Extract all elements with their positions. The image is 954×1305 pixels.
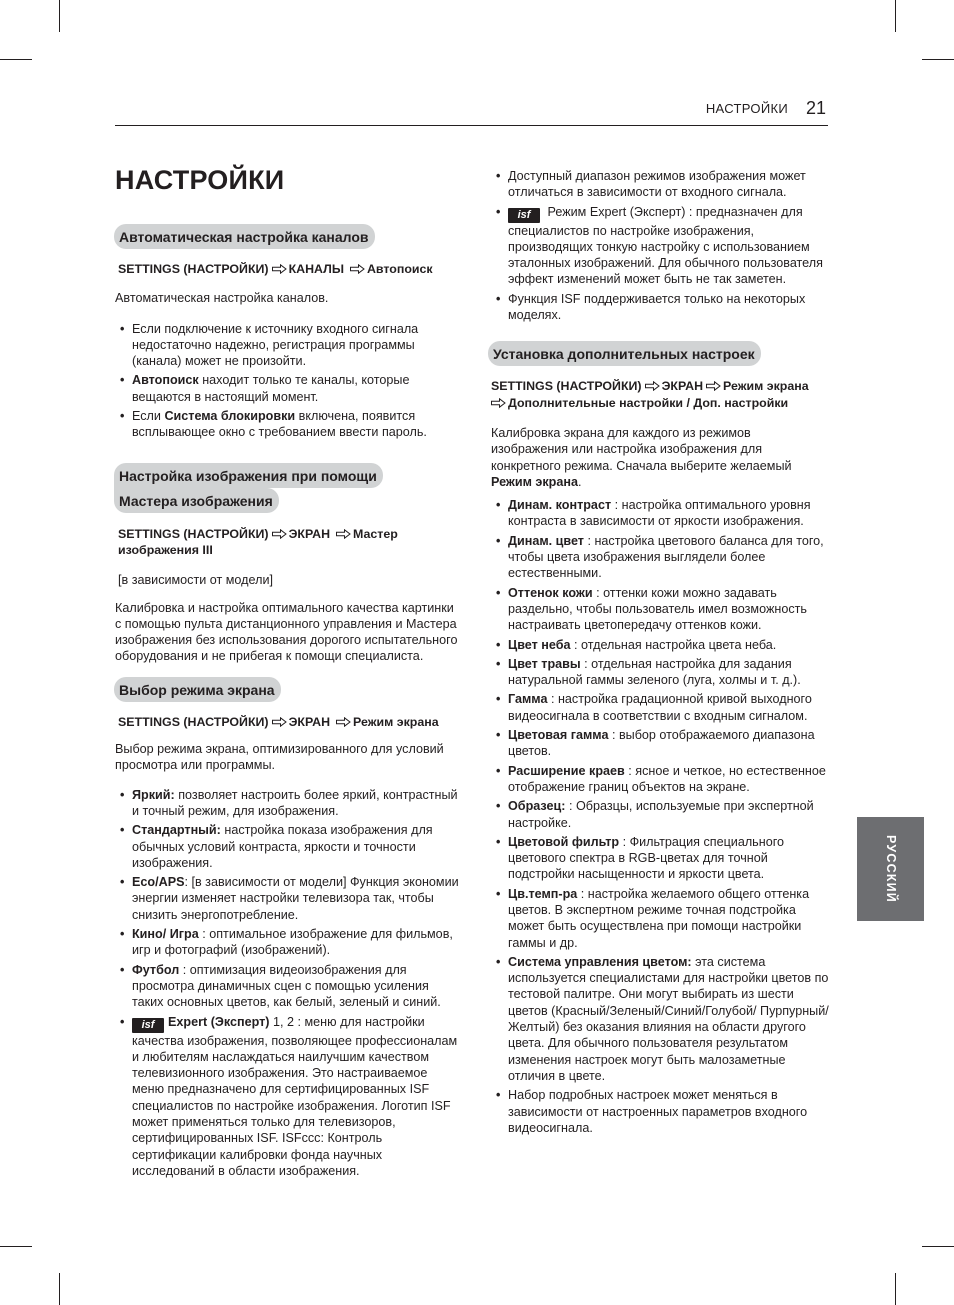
- arrow-icon: [645, 381, 660, 391]
- item-term: Кино/ Игра: [132, 927, 199, 942]
- crop-mark: [895, 1273, 896, 1305]
- item-text: : Образцы, используемые при экспертной настройке.: [508, 799, 814, 830]
- item-term: Автопоиск: [132, 373, 199, 388]
- item-text: Режим Expert (Эксперт) : предназначен для специалистов по настройке изображения, производящих тонкую настройку с использованием эталонных изображений. Для обычного пользователя эффект изменений может быть не так заметен.: [508, 204, 823, 287]
- item-text: : настройка желаемого общего оттенка цветов. В экспертном режиме точная подстройка может быть осуществлена при помощи настройки гаммы и др.: [508, 886, 810, 950]
- item-text: : настройка цветового баланса для того, чтобы цвета изображения выглядели более естественными.: [508, 533, 824, 581]
- isf-logo-icon: isf: [132, 1018, 164, 1033]
- arrow-icon: [350, 264, 365, 274]
- item-text: : [в зависимости от модели] Функция экономии энергии изменяет настройки телевизора так, чтобы снизить энергопотребление.: [132, 875, 459, 922]
- path-step: SETTINGS (НАСТРОЙКИ): [118, 714, 269, 729]
- item-term: Цвет неба: [508, 637, 571, 652]
- menu-path: [115, 261, 460, 277]
- item-term: Яркий:: [132, 787, 175, 802]
- section-picture-mode: [115, 677, 460, 1179]
- section-intro: Выбор режима экрана, оптимизированного для условий просмотра или программы.: [115, 742, 444, 773]
- intro-text: .: [577, 474, 582, 489]
- item-text: позволяет настроить более яркий, контрастный и точный режим, для изображения.: [132, 787, 458, 818]
- item-text: : отдельная настройка для задания натуральной гаммы зеленого (луга, холмы и т. д.).: [508, 656, 801, 688]
- list-item: [491, 497, 831, 530]
- path-step: Мастер изображения III: [118, 526, 398, 557]
- item-text: Если: [132, 409, 165, 424]
- item-text: : отдельная настройка цвета неба.: [570, 637, 777, 652]
- item-text: : настройка градационной кривой выходного видеосигнала в соответствии с входным сигналом.: [508, 692, 812, 723]
- menu-path: [491, 378, 831, 411]
- item-term: Цв.темп-ра: [508, 886, 578, 901]
- list-item: [491, 1087, 831, 1136]
- list-item: [491, 291, 831, 324]
- path-step: Автопоиск: [366, 262, 433, 276]
- item-text: Если подключение к источнику входного сигнала недостаточно надежно, регистрация программы (канала) может не произойти.: [132, 321, 419, 369]
- item-term: Гамма: [508, 692, 548, 707]
- item-text: : настройка оптимального уровня контраста в зависимости от яркости изображения.: [508, 498, 811, 529]
- path-step: ЭКРАН: [288, 526, 331, 541]
- item-term: Стандартный:: [132, 823, 221, 838]
- path-step: КАНАЛЫ: [288, 262, 344, 276]
- item-text: находит только те каналы, которые вещаются в настоящий момент.: [132, 373, 410, 404]
- running-header: НАСТРОЙКИ: [705, 101, 788, 116]
- isf-logo-icon: isf: [508, 208, 540, 223]
- page-number: 21: [806, 98, 827, 118]
- arrow-icon: [272, 264, 287, 274]
- left-column: [115, 224, 460, 1182]
- item-text: : выбор отображаемого диапазона цветов.: [508, 728, 815, 759]
- list-item: [115, 962, 460, 1011]
- item-text: настройка показа изображения для обычных условий контраста, яркости и точности изображения.: [132, 823, 433, 870]
- item-text: Доступный диапазон режимов изображения может отличаться в зависимости от входного сигнала.: [508, 169, 806, 200]
- crop-mark: [895, 0, 896, 32]
- list-item: [115, 408, 460, 441]
- list-item: [491, 168, 831, 201]
- path-step: Режим экрана: [353, 714, 439, 729]
- item-text: : ясное и четкое, но естественное отображение границ объектов на экране.: [508, 763, 826, 794]
- arrow-icon: [336, 529, 351, 539]
- item-term: Цветовая гамма: [508, 728, 609, 743]
- path-step: SETTINGS (НАСТРОЙКИ): [118, 262, 269, 276]
- list-item: [491, 691, 831, 724]
- bullet-list: [115, 321, 460, 441]
- bullet-list: [115, 787, 460, 1180]
- item-term: Динам. цвет: [508, 533, 584, 548]
- section-heading: Автоматическая настройка каналов: [114, 224, 375, 249]
- list-item: [491, 727, 831, 760]
- path-step: SETTINGS (НАСТРОЙКИ): [491, 379, 642, 394]
- arrow-icon: [272, 717, 287, 727]
- item-term: Цветовой фильтр: [508, 834, 620, 849]
- item-term: Eco/APS: [132, 875, 185, 890]
- item-term: Динам. контраст: [508, 498, 612, 513]
- crop-mark: [59, 0, 60, 32]
- crop-mark: [0, 59, 32, 60]
- header-rule: [115, 125, 828, 126]
- item-text: эта система используется специалистами для настройки цветов по тестовой палитре. Они могут выбирать из шести цветов (Красный/Зеленый/Синий/Голубой/ Пурпурный/Желтый) без оказания влияния на области другого цвета. Для обычного пользователя результатом изменения настроек могут быть малозаметные отличия в цвете.: [508, 954, 829, 1083]
- list-item: [491, 954, 831, 1084]
- section-heading: Мастера изображения: [114, 488, 279, 513]
- list-item: [115, 372, 460, 405]
- arrow-icon: [336, 717, 351, 727]
- list-item: [491, 798, 831, 831]
- item-term: Expert (Эксперт): [168, 1014, 270, 1029]
- item-term: Образец:: [508, 799, 566, 814]
- section-heading: Настройка изображения при помощи: [114, 463, 383, 488]
- intro-term: Режим экрана: [491, 474, 578, 489]
- item-text: 1, 2 : меню для настройки качества изображения, позволяющее профессионалам и любителям наслаждаться наилучшим качеством телевизионного изображения. Это настраиваемое меню предназначено для сертифицированных ISF специалистов по настройке изображения. Логотип ISF может применяться только для телевизоров, сертифицированных ISF. ISFccc: Контроль сертификации калибровки фонда научных исследований в области изображения.: [132, 1014, 458, 1178]
- list-item: [491, 886, 831, 951]
- section-intro: [491, 425, 831, 490]
- list-item: [491, 585, 831, 634]
- list-item: [115, 874, 460, 923]
- item-term: Оттенок кожи: [508, 585, 593, 600]
- section-advanced: [491, 341, 831, 1136]
- section-heading: Установка дополнительных настроек: [488, 341, 761, 366]
- crop-mark: [922, 59, 954, 60]
- list-item: [115, 787, 460, 820]
- list-item: [115, 1014, 460, 1180]
- item-term: Система блокировки: [164, 409, 296, 424]
- list-item: [115, 926, 460, 959]
- list-item: [491, 656, 831, 689]
- arrow-icon: [272, 529, 287, 539]
- page-title: НАСТРОЙКИ: [115, 165, 285, 195]
- section-heading: Выбор режима экрана: [114, 677, 281, 702]
- right-column: [491, 168, 831, 1139]
- section-auto-tune: [115, 224, 460, 441]
- crop-mark: [0, 1246, 32, 1247]
- item-term: Система управления цветом:: [508, 954, 692, 969]
- path-step: Режим экрана: [723, 379, 809, 394]
- item-term: Расширение краев: [508, 763, 625, 778]
- model-note: [в зависимости от модели]: [118, 573, 273, 588]
- intro-text: Калибровка экрана для каждого из режимов изображения или настройка изображения для конкретного режима. Сначала выберите желаемый: [491, 425, 792, 473]
- item-text: : оттенки кожи можно задавать раздельно, чтобы пользователь имел возможность настраивать цветопередачу оттенков кожи.: [508, 585, 807, 633]
- arrow-icon: [706, 381, 721, 391]
- item-text: : Фильтрация специального цветового спектра в RGB-цветах для точной подстройки насыщенности и яркости цвета.: [508, 834, 785, 882]
- path-step: ЭКРАН: [661, 379, 704, 394]
- language-tab-label: РУССКИЙ: [883, 834, 898, 904]
- list-item: [491, 763, 831, 796]
- list-item: [115, 822, 460, 871]
- language-tab: [857, 817, 924, 921]
- list-item: [491, 637, 831, 653]
- list-item: [491, 533, 831, 582]
- crop-mark: [59, 1273, 60, 1305]
- path-step: ЭКРАН: [288, 714, 331, 729]
- item-text: Функция ISF поддерживается только на некоторых моделях.: [508, 291, 806, 323]
- list-item: [491, 834, 831, 883]
- list-item: [115, 321, 460, 370]
- item-term: Футбол: [132, 962, 180, 977]
- crop-mark: [922, 1246, 954, 1247]
- bullet-list: [491, 168, 831, 323]
- section-picture-wizard: [115, 463, 460, 665]
- menu-path: [115, 526, 460, 559]
- bullet-list: [491, 497, 831, 1136]
- list-item: [491, 204, 831, 288]
- path-step: SETTINGS (НАСТРОЙКИ): [118, 526, 269, 541]
- arrow-icon: [491, 398, 506, 408]
- menu-path: [115, 714, 460, 730]
- path-step: Дополнительные настройки / Доп. настройки: [508, 395, 789, 410]
- item-text: : оптимизация видеоизображения для просмотра динамичных сцен с помощью усиления таких основных цветов, как белый, зеленый и синий.: [132, 962, 441, 1010]
- section-intro: Автоматическая настройка каналов.: [115, 291, 329, 306]
- item-text: включена, появится всплывающее окно с требованием ввести пароль.: [132, 409, 427, 440]
- section-intro: Калибровка и настройка оптимального качества картинки с помощью пульта дистанционного управления и Мастера изображения без использования дорогого испытательного оборудования и не прибегая к помощи специалиста.: [115, 600, 458, 664]
- item-text: : оптимальное изображение для фильмов, игр и фотографий (изображений).: [132, 927, 453, 958]
- item-text: Набор подробных настроек может меняться в зависимости от настроенных параметров входного видеосигнала.: [508, 1088, 808, 1135]
- item-term: Цвет травы: [508, 656, 581, 671]
